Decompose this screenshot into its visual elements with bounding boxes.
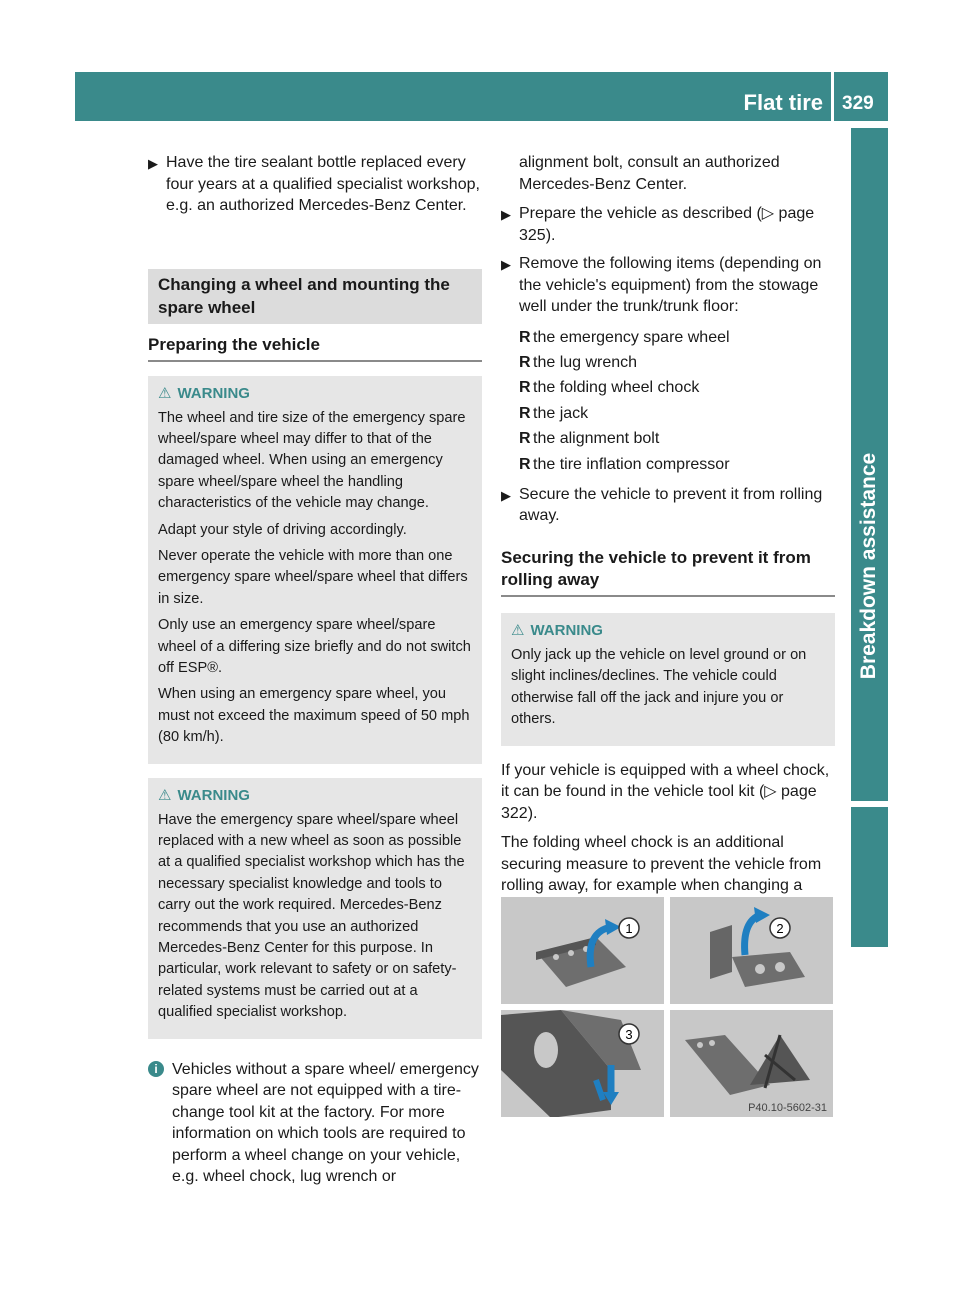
warning-text: Only jack up the vehicle on level ground or on slight inclines/declines. The vehicle could otherwise fall off the jack and injure you or others.: [511, 646, 807, 728]
page-title: Flat tire: [743, 90, 823, 115]
subheading: Securing the vehicle to prevent it from rolling away: [501, 547, 835, 597]
header-divider: [831, 72, 834, 121]
instruction-step: ▶ Have the tire sealant bottle replaced every four years at a qualified specialist workshop, e.g. an authorized Mercedes-Benz Center.: [148, 154, 480, 214]
side-tab-marker: [851, 807, 888, 947]
figure-panel-1: [501, 897, 664, 1004]
subheading: Preparing the vehicle: [148, 334, 482, 362]
right-column: [501, 152, 835, 926]
list-item: R the folding wheel chock: [519, 379, 700, 397]
wheel-chock-step-2-illustration: [670, 897, 833, 1004]
wheel-chock-figure: [501, 897, 833, 1118]
list-item: R the emergency spare wheel: [519, 328, 730, 346]
list-item: R the lug wrench: [519, 353, 638, 371]
wheel-chock-step-3-illustration: [501, 1010, 664, 1117]
figure-code: P40.10-5602-31: [748, 1102, 827, 1114]
instruction-step: ▶ Prepare the vehicle as described (▷ page 325).: [501, 205, 815, 244]
warning-text: When using an emergency spare wheel, you must not exceed the maximum speed of 50 mph (80 km/h).: [158, 686, 470, 746]
warning-text: Only use an emergency spare wheel/spare wheel of a differing size briefly and do not switch off ESP®.: [158, 617, 471, 676]
warning-box: [501, 613, 835, 746]
page-number: 329: [842, 93, 874, 114]
warning-triangle-icon: ⚠: [511, 621, 525, 639]
wheel-chock-assembled-illustration: [670, 1010, 833, 1117]
warning-text: Adapt your style of driving accordingly.: [158, 521, 407, 538]
figure-panel-4: [670, 1010, 833, 1117]
warning-title: ⚠ WARNING: [158, 384, 250, 402]
list-item: R the alignment bolt: [519, 430, 660, 448]
left-column: [148, 152, 482, 1188]
warning-box: [148, 778, 482, 1039]
warning-title: ⚠ WARNING: [511, 621, 603, 639]
body-text: The folding wheel chock is an additional securing measure to prevent the vehicle from rolling away, for example when changing a: [501, 834, 822, 895]
warning-text: Never operate the vehicle with more than one emergency spare wheel/spare wheel that differs in size.: [158, 547, 468, 607]
info-note: i Vehicles without a spare wheel/ emergency spare wheel are not equipped with a tire-change tool kit at the factory. For more information on which tools are required to perform a wheel change on your vehicle, e.g. wheel chock, lug wrench or: [148, 1059, 482, 1188]
warning-text: The wheel and tire size of the emergency spare wheel/spare wheel may differ to that of the damaged wheel. When using an emergency spare wheel/spare wheel the handling characteristics of the vehicle may change.: [158, 409, 466, 512]
step-arrow-icon: ▶: [148, 156, 158, 171]
instruction-step: ▶ Secure the vehicle to prevent it from rolling away.: [501, 485, 823, 525]
info-icon: i: [148, 1061, 164, 1077]
step-arrow-icon: ▶: [501, 487, 511, 503]
instruction-step: ▶ Remove the following items (depending on the vehicle's equipment) from the stowage well under the trunk/trunk floor:: [501, 255, 822, 315]
warning-triangle-icon: ⚠: [158, 786, 172, 804]
callout-2: 2: [776, 921, 784, 936]
wheel-chock-step-1-illustration: [501, 897, 664, 1004]
warning-box: [148, 376, 482, 764]
figure-panel-3: [501, 1010, 664, 1117]
list-item: R the tire inflation compressor: [519, 455, 730, 473]
warning-title: ⚠ WARNING: [158, 786, 250, 804]
step-arrow-icon: ▶: [501, 257, 511, 272]
body-text: If your vehicle is equipped with a wheel chock, it can be found in the vehicle tool kit (▷ page 322).: [501, 761, 830, 822]
section-heading: Changing a wheel and mounting the spare wheel: [148, 269, 482, 324]
item-list: [519, 325, 835, 477]
callout-1: 1: [625, 921, 633, 936]
step-arrow-icon: ▶: [501, 207, 511, 222]
callout-3: 3: [625, 1027, 633, 1042]
list-item: R the jack: [519, 404, 589, 422]
warning-text: Have the emergency spare wheel/spare wheel replaced with a new wheel as soon as possible at a qualified specialist workshop which has the necessary specialist knowledge and tools to carry out the work required. Mercedes-Benz recommends that you use an authorized Mercedes-Benz Center for this purpose. In particular, work relevant to safety or on safety-related systems must be carried out at a qualified specialist workshop.: [158, 811, 465, 1021]
warning-triangle-icon: ⚠: [158, 384, 172, 402]
continuation-text: alignment bolt, consult an authorized Mercedes-Benz Center.: [519, 154, 780, 193]
side-tab-label: Breakdown assistance: [857, 452, 880, 680]
figure-panel-2: [670, 897, 833, 1004]
